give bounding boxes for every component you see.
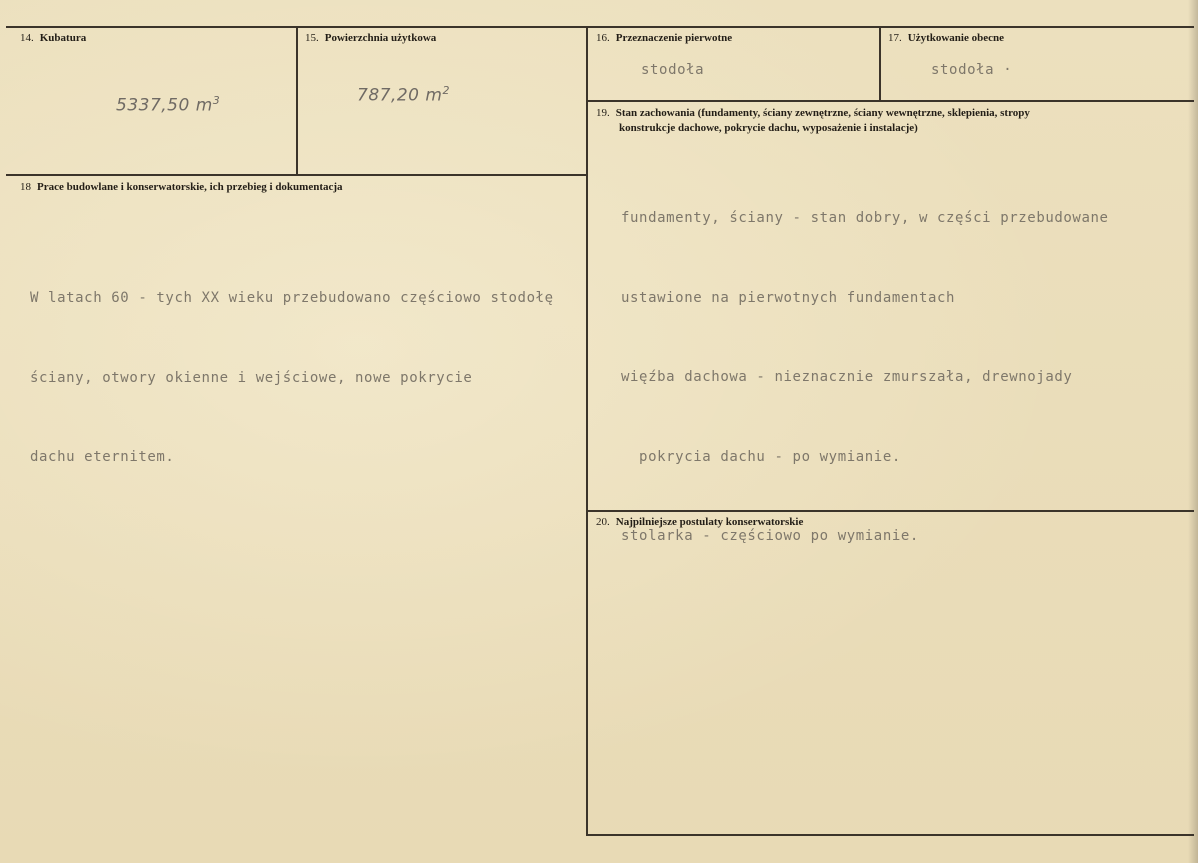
stan-line: więźba dachowa - nieznacznie zmurszała, drewnojady [621, 369, 1073, 385]
page-edge-shadow [1188, 0, 1198, 863]
field-14-label: 14. Kubatura [20, 32, 87, 44]
stan-line: pokrycia dachu - po wymianie. [621, 448, 901, 465]
field-18-label: 18 Prace budowlane i konserwatorskie, ich przebieg i dokumentacja [20, 181, 343, 193]
field-19-label-cont: konstrukcje dachowe, pokrycie dachu, wyposażenie i instalacje) [619, 122, 918, 134]
divider-14-15 [296, 26, 298, 175]
prace-line: ściany, otwory okienne i wejściowe, nowe pokrycie [30, 369, 473, 386]
top-rule [6, 26, 1194, 28]
stan-text [621, 152, 1109, 603]
stan-line: ustawione na pierwotnych fundamentach [621, 289, 956, 306]
kubatura-value: 5337,50 $m^3$ [116, 94, 221, 116]
field-15-label: 15. Powierzchnia użytkowa [305, 32, 437, 44]
field-19-label: 19. Stan zachowania (fundamenty, ściany zewnętrzne, ściany wewnętrzne, sklepienia, stropy [596, 107, 1030, 119]
rule-right-upper [588, 100, 1194, 102]
field-17-label: 17. Użytkowanie obecne [888, 32, 1004, 44]
przeznaczenie-value: stodoła [641, 62, 705, 78]
bottom-rule-right [588, 834, 1194, 836]
center-divider [586, 26, 588, 836]
prace-line: dachu eternitem. [30, 449, 175, 465]
stan-line: fundamenty, ściany - stan dobry, w części przebudowane [621, 210, 1109, 226]
prace-line: W latach 60 - tych XX wieku przebudowano częściowo stodołę [30, 290, 554, 306]
divider-16-17 [879, 26, 881, 101]
uzytkowanie-value: stodoła · [931, 62, 1013, 78]
prace-text [30, 232, 554, 524]
field-20-label: 20. Najpilniejsze postulaty konserwatorskie [596, 516, 804, 528]
powierzchnia-value: 787,20 $m^2$ [357, 84, 450, 106]
stan-line: stolarka - częściowo po wymianie. [621, 528, 919, 544]
field-16-label: 16. Przeznaczenie pierwotne [596, 32, 733, 44]
